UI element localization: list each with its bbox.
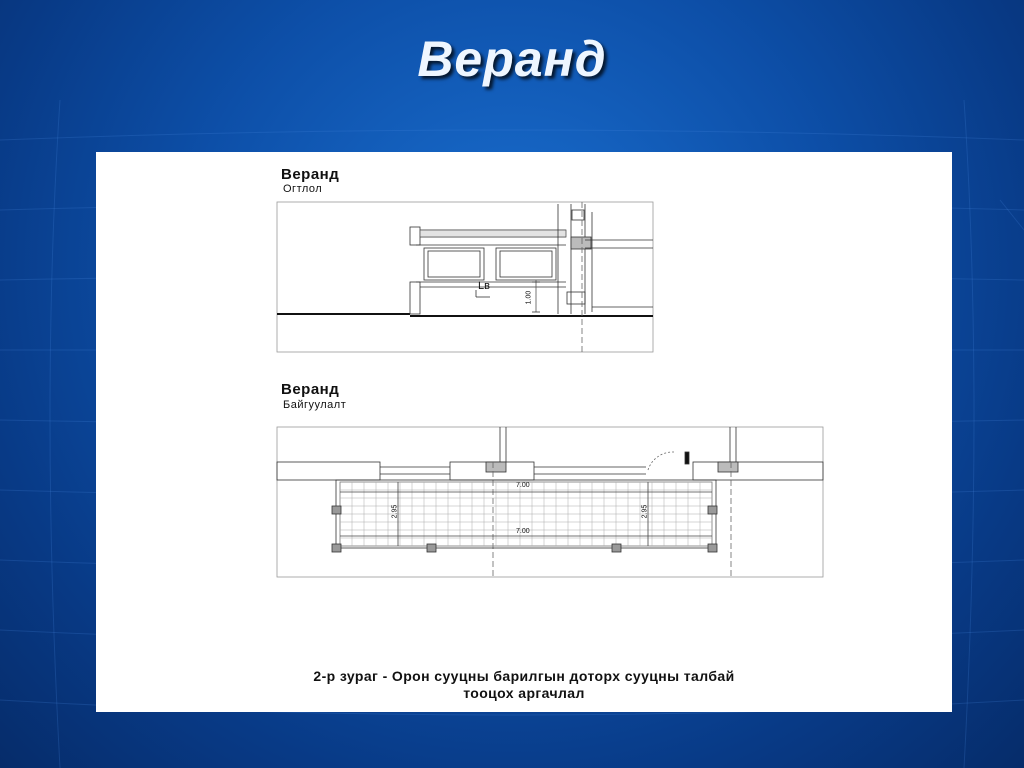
- figure-caption-line1: 2-р зураг - Орон сууцны барилгын доторх сууцны талбай: [313, 668, 735, 684]
- plan-dim-left: 2.95: [391, 504, 399, 519]
- drawing-figure: [96, 152, 952, 712]
- section-dim-height: 1.00: [525, 290, 533, 305]
- section-subtitle: Огтлол: [283, 183, 323, 195]
- plan-view: [277, 427, 823, 577]
- slide-title: Веранд: [417, 31, 607, 87]
- architectural-drawing: [96, 152, 952, 712]
- plan-subtitle: Байгуулалт: [283, 399, 347, 411]
- plan-dim-right: 2.95: [641, 504, 649, 519]
- lb-label: Lв: [478, 280, 490, 292]
- figure-caption-line2: тооцох аргачлал: [463, 685, 585, 701]
- plan-dim-top: 7.00: [516, 482, 530, 489]
- plan-dim-bottom: 7.00: [516, 528, 530, 535]
- section-view: [277, 202, 653, 352]
- plan-title: Веранд: [281, 381, 340, 398]
- section-title: Веранд: [281, 166, 340, 183]
